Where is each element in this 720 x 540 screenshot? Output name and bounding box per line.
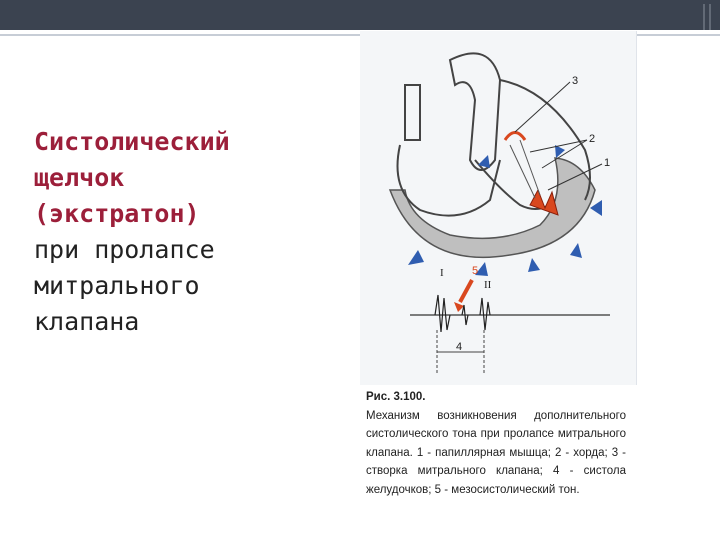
label-4: 4	[456, 341, 463, 353]
figure-caption	[366, 388, 626, 500]
title-line-1: Систолический	[34, 127, 230, 156]
left-atrium-outline	[398, 145, 501, 216]
systole-arrow-icon	[570, 243, 582, 258]
title-line-5: митрального	[34, 271, 200, 300]
aorta-outline	[450, 53, 500, 170]
label-tone-ii: II	[484, 279, 492, 291]
label-tone-i: I	[440, 267, 444, 279]
label-1: 1	[604, 157, 611, 169]
title-line-3: (экстратон)	[34, 199, 200, 228]
slide-title	[34, 124, 334, 340]
label-2: 2	[589, 133, 596, 145]
caption-text: Механизм возникновения дополнительного систолического тона при пролапсе митрального клапана. 1 - папиллярная мышца; 2 - хорда; 3 - створка митрального клапана; 4 - систола желудочков; 5 - мезосистолический тон.	[366, 409, 626, 496]
systole-arrow-icon	[555, 145, 565, 158]
vena-cava-outline	[405, 85, 420, 140]
ventricle-wall	[390, 158, 595, 257]
heart-diagram	[380, 40, 620, 380]
title-line-6: клапана	[34, 307, 140, 336]
tone-i-trace	[435, 295, 450, 332]
label-5: 5	[472, 265, 479, 277]
click-arrow-icon	[460, 280, 472, 302]
papillary-muscle	[530, 190, 558, 215]
caption-title: Рис. 3.100.	[366, 391, 426, 403]
tone-ii-trace	[480, 298, 490, 330]
title-line-4: при пролапсе	[34, 235, 215, 264]
label-3: 3	[572, 75, 579, 87]
systole-arrow-icon	[528, 258, 540, 272]
valve-leaflet	[505, 133, 525, 141]
slide-top-bar	[0, 0, 720, 30]
corner-decoration-icon	[680, 0, 720, 30]
leader-line	[515, 82, 570, 132]
systole-arrow-icon	[408, 250, 424, 265]
title-line-2: щелчок	[34, 163, 125, 192]
systole-arrow-icon	[590, 200, 602, 216]
